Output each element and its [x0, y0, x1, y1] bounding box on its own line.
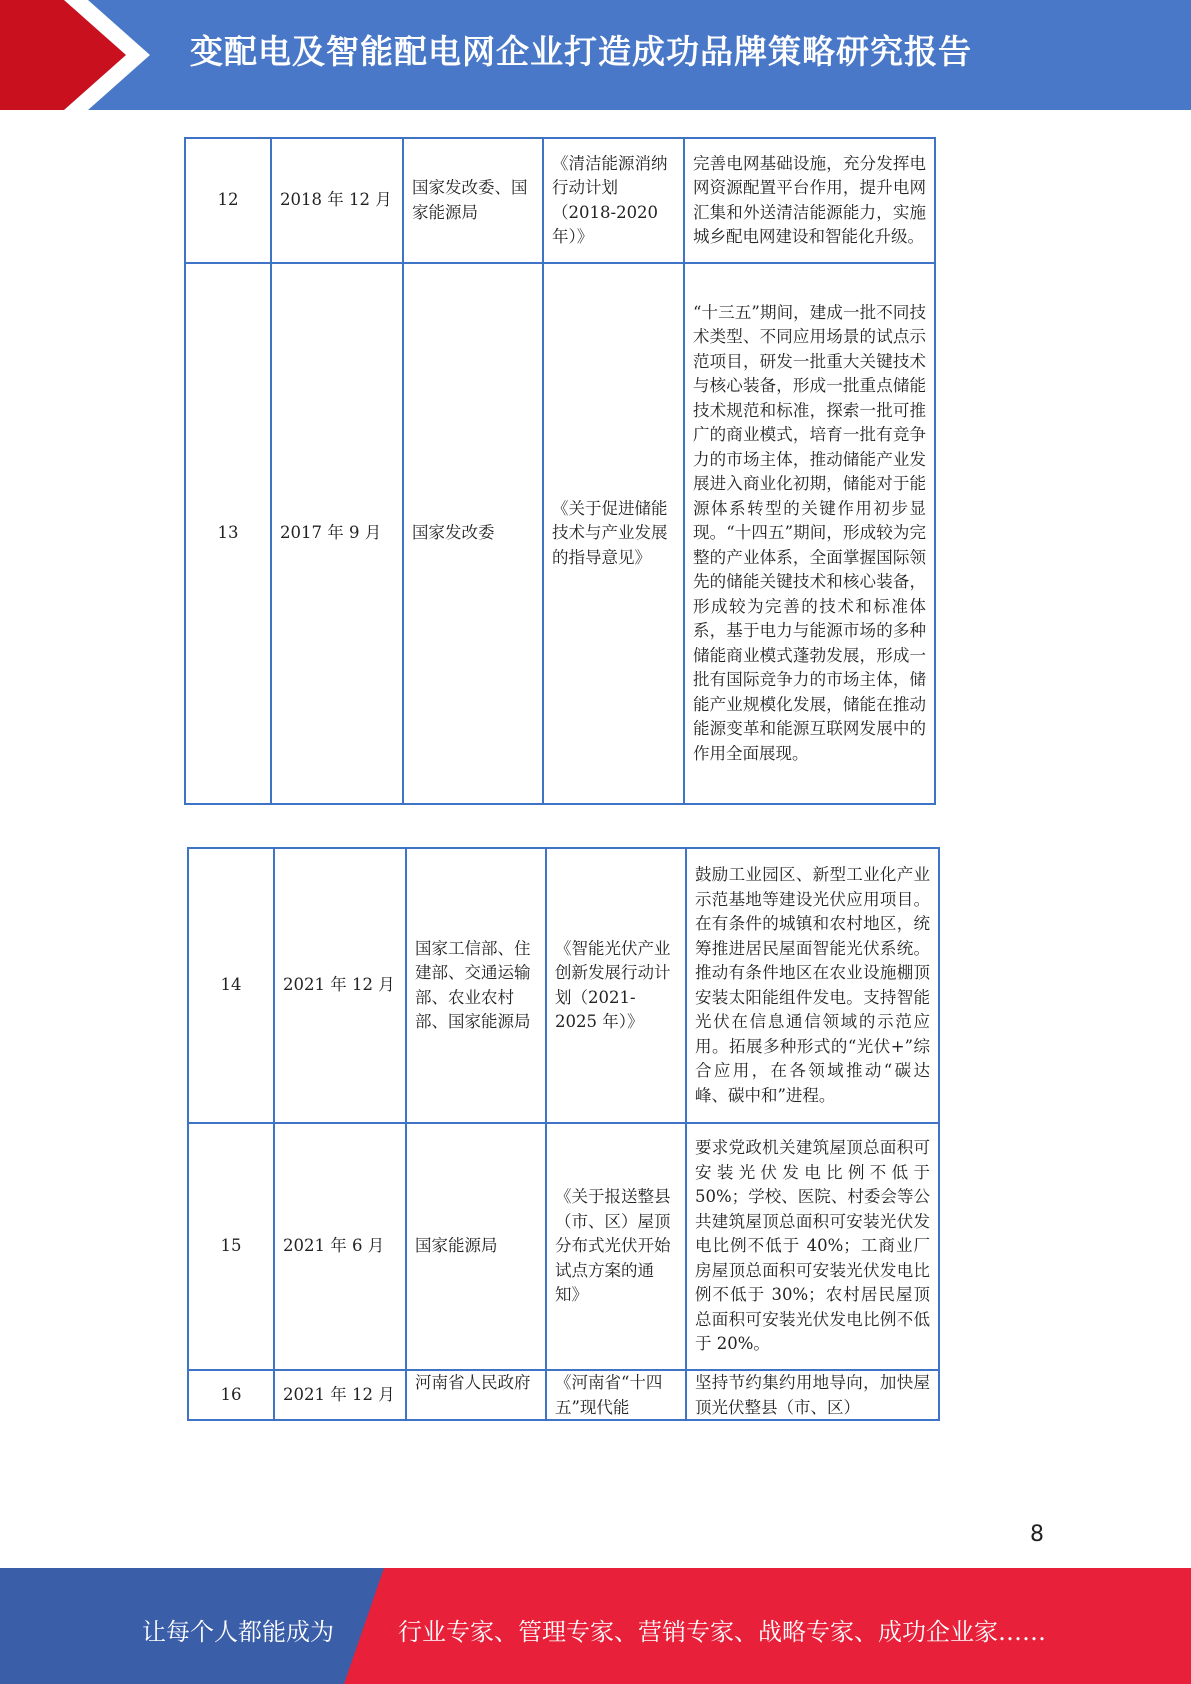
footer-slogan-right: 行业专家、管理专家、营销专家、战略专家、成功企业家…… — [398, 1618, 1046, 1646]
table-row — [185, 138, 935, 263]
row-department: 国家发改委 — [403, 263, 543, 804]
row-department: 国家发改委、国家能源局 — [403, 138, 543, 263]
row-department — [406, 1370, 546, 1420]
row-content: 完善电网基础设施，充分发挥电网资源配置平台作用，提升电网汇集和外送清洁能源能力，实施城乡配电网建设和智能化升级。 — [684, 138, 935, 263]
row-date: 2021 年 12 月 — [274, 848, 406, 1123]
table-row — [188, 848, 939, 1123]
policy-table-2 — [187, 847, 940, 1421]
row-department-text: 河南省人民政府 — [415, 1373, 531, 1392]
row-number: 13 — [185, 263, 271, 804]
row-document-text: 《河南省“十四五”现代能 — [555, 1373, 663, 1417]
row-document: 《关于促进储能技术与产业发展的指导意见》 — [543, 263, 684, 804]
row-number: 14 — [188, 848, 274, 1123]
page-header — [0, 0, 1191, 110]
page-number: 8 — [1030, 1522, 1044, 1547]
row-number: 15 — [188, 1123, 274, 1370]
row-date: 2018 年 12 月 — [271, 138, 403, 263]
row-content: 鼓励工业园区、新型工业化产业示范基地等建设光伏应用项目。在有条件的城镇和农村地区，统筹推进居民屋面智能光伏系统。推动有条件地区在农业设施棚顶安装太阳能组件发电。支持智能光伏在信息通信领域的示范应用。拓展多种形式的“光伏+”综合应用，在各领域推动“碳达峰、碳中和”进程。 — [686, 848, 939, 1123]
row-number: 16 — [188, 1370, 274, 1420]
page-footer — [0, 1568, 1191, 1684]
row-document: 《关于报送整县（市、区）屋顶分布式光伏开始试点方案的通知》 — [546, 1123, 686, 1370]
row-content — [686, 1370, 939, 1420]
report-title: 变配电及智能配电网企业打造成功品牌策略研究报告 — [190, 32, 972, 71]
row-date: 2017 年 9 月 — [271, 263, 403, 804]
footer-slogan-left: 让每个人都能成为 — [142, 1618, 334, 1646]
table-row — [185, 263, 935, 804]
row-content: “十三五”期间，建成一批不同技术类型、不同应用场景的试点示范项目，研发一批重大关键技术与核心装备，形成一批重点储能技术规范和标准，探索一批可推广的商业模式，培育一批有竞争力的市场主体，推动储能产业发展进入商业化初期，储能对于能源体系转型的关键作用初步显现。“十四五”期间，形成较为完整的产业体系，全面掌握国际领先的储能关键技术和核心装备，形成较为完善的技术和标准体系，基于电力与能源市场的多种储能商业模式蓬勃发展，形成一批有国际竞争力的市场主体，储能产业规模化发展，储能在推动能源变革和能源互联网发展中的作用全面展现。 — [684, 263, 935, 804]
row-number: 12 — [185, 138, 271, 263]
row-department: 国家能源局 — [406, 1123, 546, 1370]
row-date: 2021 年 12 月 — [274, 1370, 406, 1420]
policy-table-1 — [184, 137, 936, 805]
row-date: 2021 年 6 月 — [274, 1123, 406, 1370]
row-content: 要求党政机关建筑屋顶总面积可安装光伏发电比例不低于 50%；学校、医院、村委会等公共建筑屋顶总面积可安装光伏发电比例不低于 40%；工商业厂房屋顶总面积可安装光伏发电比例不低于 30%；农村居民屋顶总面积可安装光伏发电比例不低于 20%。 — [686, 1123, 939, 1370]
table-row — [188, 1123, 939, 1370]
table-row — [188, 1370, 939, 1420]
row-document — [546, 1370, 686, 1420]
row-document: 《清洁能源消纳行动计划（2018-2020 年）》 — [543, 138, 684, 263]
row-content-text: 坚持节约集约用地导向，加快屋顶光伏整县（市、区） — [695, 1373, 930, 1417]
row-document: 《智能光伏产业创新发展行动计划（2021-2025 年）》 — [546, 848, 686, 1123]
row-department: 国家工信部、住建部、交通运输部、农业农村部、国家能源局 — [406, 848, 546, 1123]
